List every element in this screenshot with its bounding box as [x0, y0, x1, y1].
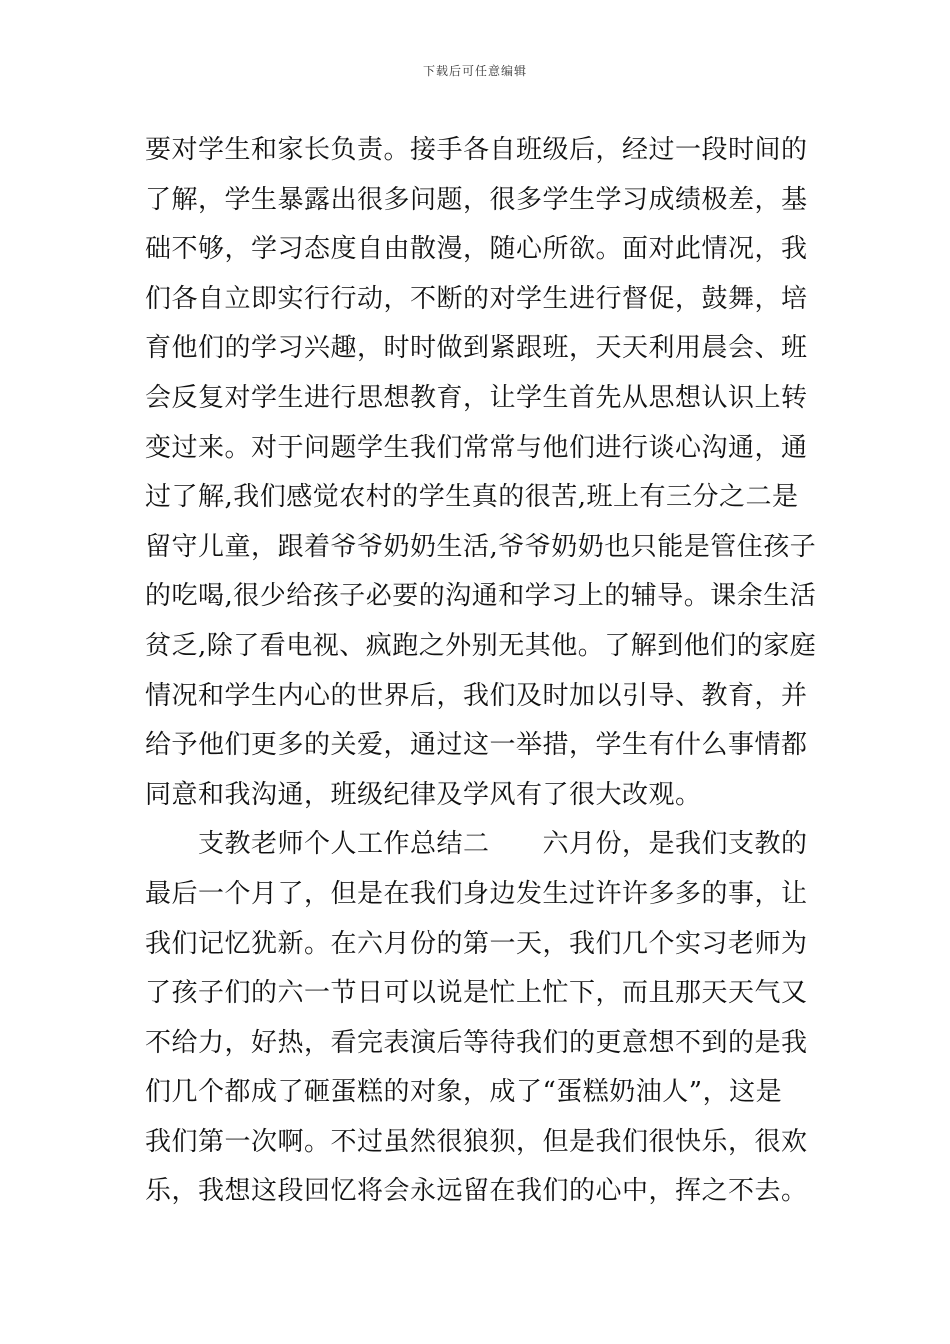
text-line: 础不够，学习态度自由散漫，随心所欲。面对此情况，我	[145, 234, 808, 265]
text-line: 变过来。对于问题学生我们常常与他们进行谈心沟通，通	[145, 432, 808, 463]
text-line: 要对学生和家长负责。接手各自班级后，经过一段时间的	[145, 135, 808, 165]
text-line: 了孩子们的六一节日可以说是忙上忙下，而且那天天气又	[145, 978, 808, 1009]
text-line: 育他们的学习兴趣，时时做到紧跟班，天天利用晨会、班	[145, 333, 808, 364]
section-heading-line: 支教老师个人工作总结二 六月份，是我们支教的	[145, 829, 808, 860]
text-line: 同意和我沟通，班级纪律及学风有了很大改观。	[145, 779, 702, 810]
text-line: 的吃喝,很少给孩子必要的沟通和学习上的辅导。课余生活	[145, 581, 817, 612]
text-line: 乐，我想这段回忆将会永远留在我们的心中，挥之不去。	[145, 1176, 808, 1207]
text-line: 了解，学生暴露出很多问题，很多学生学习成绩极差，基	[145, 184, 808, 215]
text-line: 过了解,我们感觉农村的学生真的很苦,班上有三分之二是	[145, 482, 799, 513]
text-line: 情况和学生内心的世界后，我们及时加以引导、教育，并	[145, 680, 808, 711]
text-line: 留守儿童，跟着爷爷奶奶生活,爷爷奶奶也只能是管住孩子	[145, 531, 817, 562]
text-line: 我们第一次啊。不过虽然很狼狈，但是我们很快乐，很欢	[145, 1126, 808, 1157]
text-line: 贫乏,除了看电视、疯跑之外别无其他。了解到他们的家庭	[145, 630, 817, 661]
text-line: 最后一个月了，但是在我们身边发生过许许多多的事，让	[145, 878, 808, 909]
text-line: 们各自立即实行行动，不断的对学生进行督促，鼓舞，培	[145, 283, 808, 314]
text-line: 不给力，好热，看完表演后等待我们的更意想不到的是我	[145, 1027, 808, 1058]
page-header: 下载后可任意编辑	[422, 64, 527, 78]
document-body	[145, 126, 817, 1217]
text-line: 们几个都成了砸蛋糕的对象，成了“蛋糕奶油人”，这是	[145, 1077, 783, 1108]
text-line: 我们记忆犹新。在六月份的第一天，我们几个实习老师为	[145, 928, 808, 959]
text-line: 会反复对学生进行思想教育，让学生首先从思想认识上转	[145, 382, 808, 413]
text-line: 给予他们更多的关爱，通过这一举措，学生有什么事情都	[145, 730, 808, 761]
